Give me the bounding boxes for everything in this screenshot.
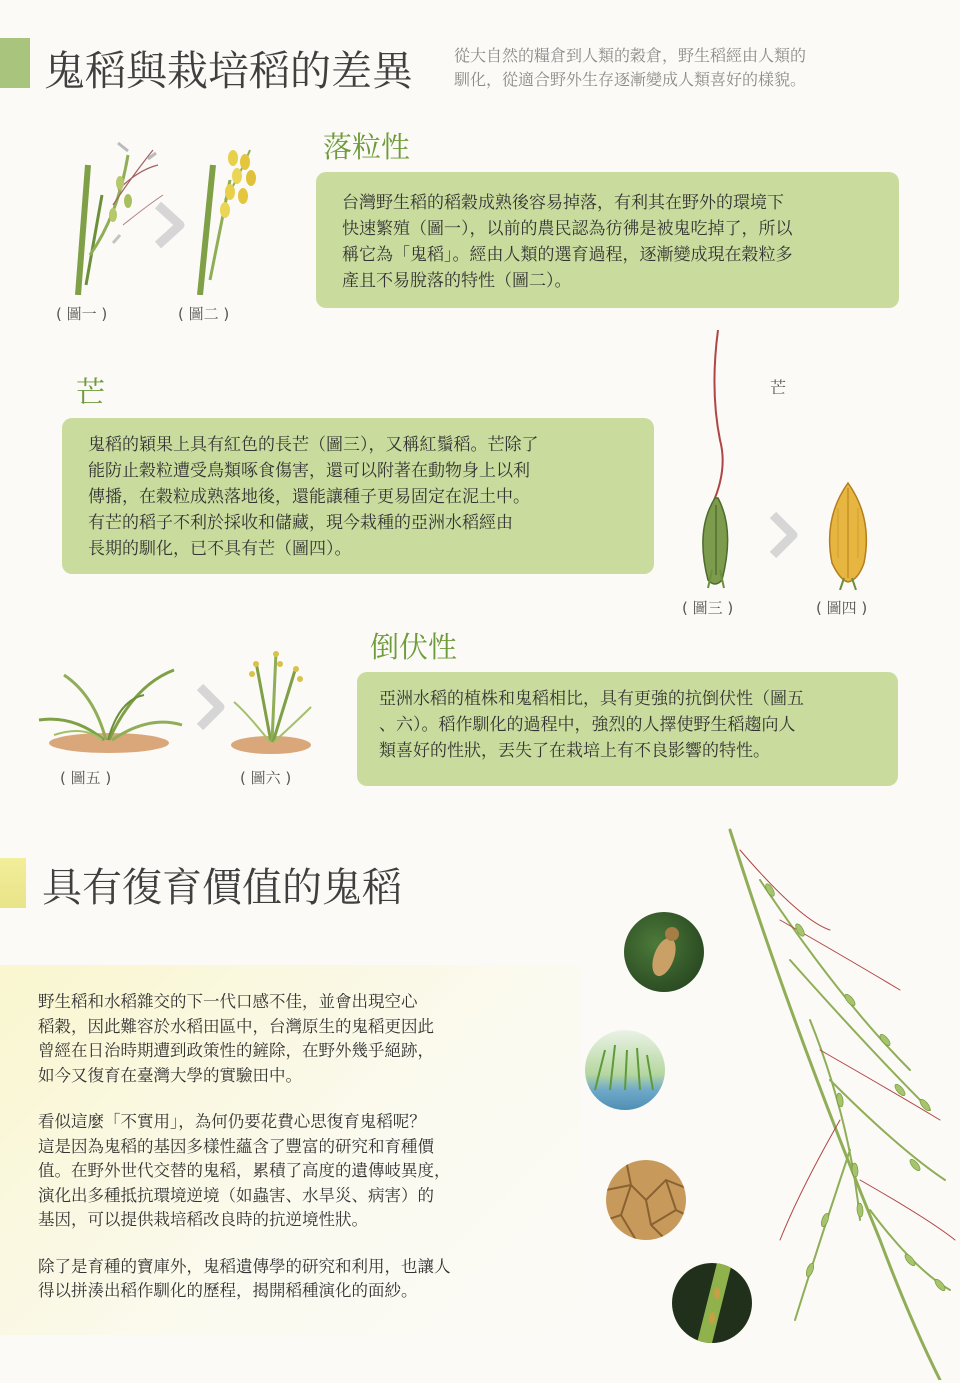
arrow-right-icon (765, 510, 801, 560)
section1-intro: 從大自然的糧倉到人類的穀倉，野生稻經由人類的 馴化，從適合野外生存逐漸變成人類喜好的樣貌。 (454, 46, 807, 89)
fig6-caption: ( 圖六 ) (240, 769, 292, 787)
arrow-right-icon (150, 200, 190, 250)
fig3-caption: ( 圖三 ) (682, 599, 734, 617)
section2-title: 具有復育價值的鬼稻 (42, 865, 402, 911)
fig4-awnless-grain-illustration (818, 478, 878, 590)
paragraph-3: 除了是育種的寶庫外，鬼稻遺傳學的研究和利用，也讓人 得以拼湊出稻作馴化的歷程，揭開稻種演化的面紗。 (38, 1256, 451, 1300)
shattering-text-box: 台灣野生稻的稻穀成熟後容易掉落，有利其在野外的環境下 快速繁殖（圖一），以前的農民認為彷彿是被鬼吃掉了，所以 稱它為「鬼稻」。經由人類的選育過程，逐漸變成現在穀粒多 產且不易脫落的特性（圖二）。 (316, 172, 899, 308)
awn-text-box: 鬼稻的穎果上具有紅色的長芒（圖三），又稱紅鬚稻。芒除了 能防止穀粒遭受鳥類啄食傷害，還可以附著在動物身上以利 傳播，在穀粒成熟落地後，還能讓種子更易固定在泥土中。 有芒的稻子不利於採收和儲藏，現今栽種的亞洲水稻經由 長期的馴化，已不具有芒（圖四）。 (62, 418, 654, 574)
rice-panicle-illustration (700, 820, 960, 1380)
section2-body (38, 990, 451, 1304)
lodging-text-box: 亞洲水稻的植株和鬼稻相比，具有更強的抗倒伏性（圖五 、六）。稻作馴化的過程中，強烈的人擇使野生稻趨向人 類喜好的性狀，丟失了在栽培上有不良影響的特性。 (357, 672, 898, 786)
fig1-caption: ( 圖一 ) (56, 305, 108, 323)
arrow-right-icon (192, 682, 228, 732)
fig6-cultivated-rice-plant-illustration (226, 642, 316, 757)
flood-circle-icon (585, 1030, 665, 1110)
fig5-wild-rice-plant-illustration (34, 655, 184, 755)
fig2-caption: ( 圖二 ) (178, 305, 230, 323)
awn-heading: 芒 (76, 375, 106, 409)
awn-label: 芒 (770, 378, 787, 397)
insect-circle-icon (624, 912, 704, 992)
shattering-heading: 落粒性 (323, 130, 411, 164)
lodging-heading: 倒伏性 (370, 630, 458, 664)
drought-circle-icon (606, 1160, 686, 1240)
paragraph-1: 野生稻和水稻雜交的下一代口感不佳，並會出現空心 稻穀，因此難容於水稻田區中，台灣原生的鬼稻更因此 曾經在日治時期遭到政策性的鏟除，在野外幾乎絕跡， 如今又復育在臺灣大學的實驗田中。 (38, 992, 434, 1085)
fig3-awned-grain-illustration (690, 330, 740, 590)
section1-accent-bar (0, 38, 30, 88)
paragraph-2: 看似這麼「不實用」，為何仍要花費心思復育鬼稻呢？ 這是因為鬼稻的基因多樣性蘊含了豐富的研究和育種價 值。在野外世代交替的鬼稻，累積了高度的遺傳岐異度， 演化出多種抵抗環境逆境（如蟲害、水旱災、病害）的 基因，可以提供栽培稻改良時的抗逆境性狀。 (38, 1112, 451, 1229)
fig2-cultivated-panicle-illustration (185, 140, 275, 295)
section1-title: 鬼稻與栽培稻的差異 (44, 47, 413, 95)
section2-accent-bar (0, 858, 26, 908)
fig4-caption: ( 圖四 ) (816, 599, 868, 617)
fig5-caption: ( 圖五 ) (60, 769, 112, 787)
